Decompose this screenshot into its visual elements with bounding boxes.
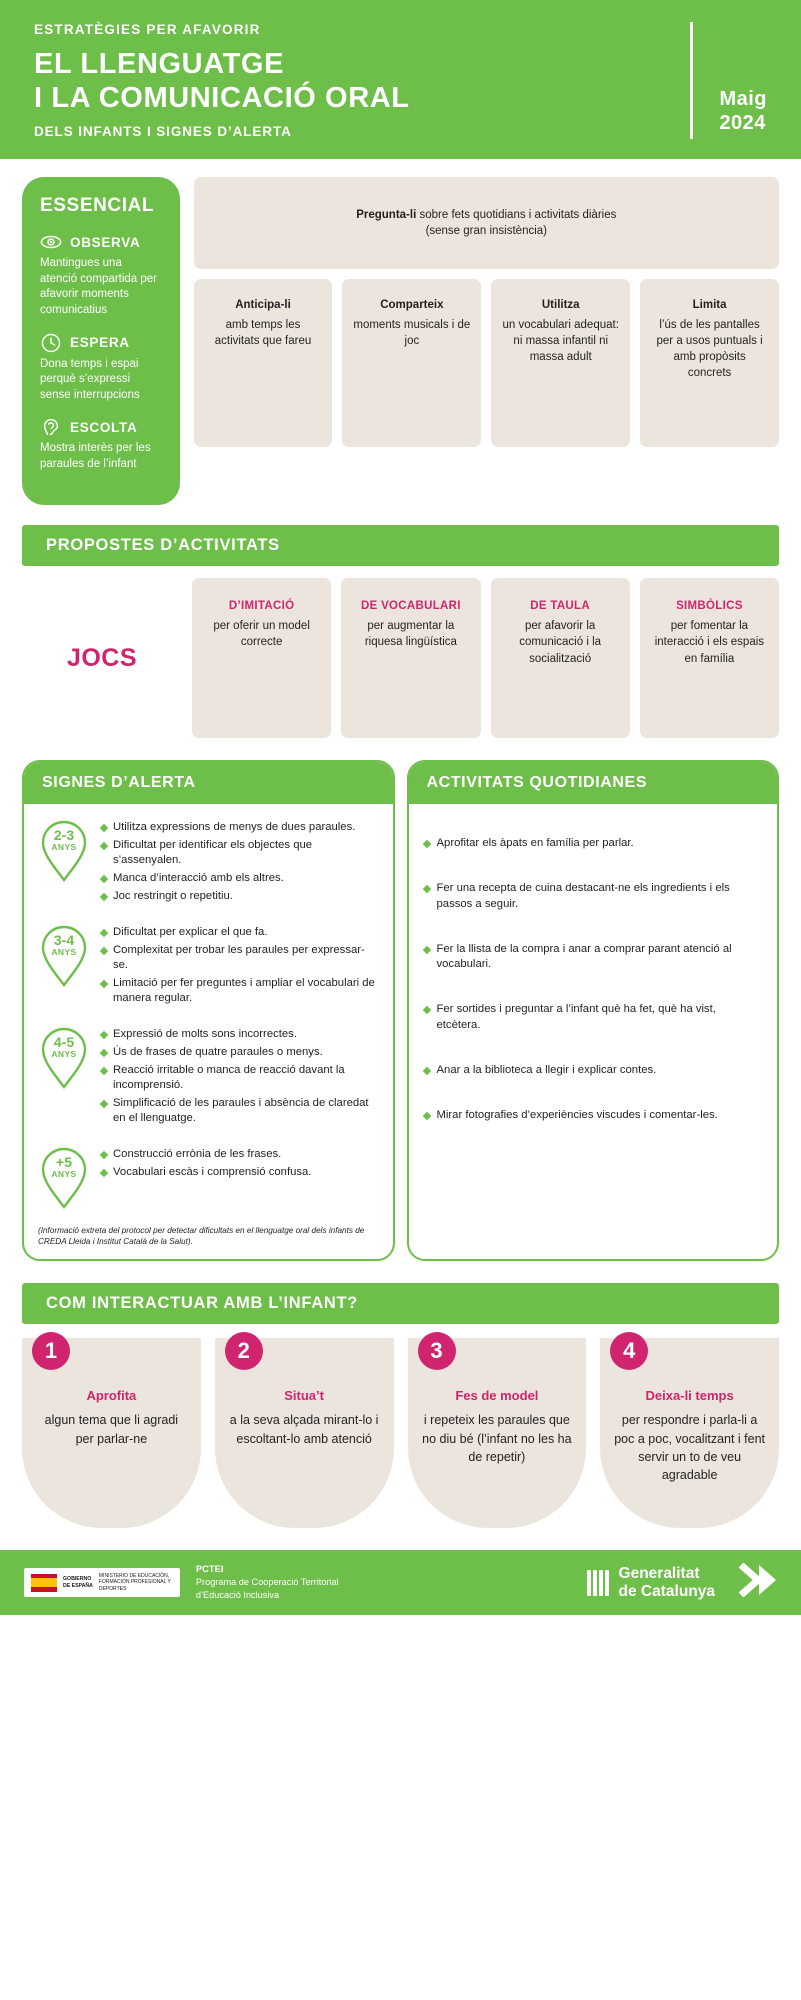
gobierno-logo [24,1568,180,1597]
ear-icon [40,416,62,438]
step-text: algun tema que li agradi per parlar-ne [44,1413,179,1446]
strategy-card-title: Anticipa-li [235,299,291,312]
list-item: Expressió de molts sons incorrectes. [100,1027,379,1042]
step-title: Aprofita [86,1388,137,1404]
gobierno-line1: GOBIERNO [63,1576,92,1583]
age-pin-icon [38,1025,90,1129]
joc-card [491,578,630,738]
signes-bullet-list [100,923,379,1009]
band-com-interactuar: COM INTERACTUAR AMB L’INFANT? [22,1283,779,1324]
list-item: Joc restringit o repetitiu. [100,889,379,904]
header-eyebrow: ESTRATÈGIES PER AFAVORIR [34,22,261,37]
header-date-month: Maig [719,87,767,110]
list-item: Fer la llista de la compra i anar a comprar parant atenció al vocabulari. [423,942,764,973]
step-number: 4 [610,1332,648,1370]
header-title-line2: I LA COMUNICACIÓ ORAL [34,82,410,115]
signes-body [24,804,393,1259]
step-card [408,1338,587,1528]
strategy-card-title: Limita [692,299,727,312]
list-item: Mirar fotografies d’experiències viscudes i comentar-les. [423,1108,764,1123]
signes-bullet-list [100,1025,379,1129]
header-title-line1: EL LLENGUATGE [34,48,285,80]
age-unit: ANYS [51,841,77,852]
strategy-card-text: amb temps les activitats que fareu [214,318,312,347]
age-pin-icon [38,1145,90,1209]
essencial-item-label: ESCOLTA [70,419,138,435]
panels-row [0,738,801,1261]
quotidianes-body [409,804,778,1165]
step-title: Fes de model [455,1388,539,1404]
list-item: Fer una recepta de cuina destacant-ne els ingredients i els passos a seguir. [423,881,764,912]
essencial-item-espera [40,332,162,404]
joc-card-title: D’IMITACIÓ [228,600,295,613]
list-item: Construcció errònia de les frases. [100,1147,379,1162]
essencial-row [0,159,801,505]
essencial-item-escolta [40,416,162,472]
step-text: i repeteix les paraules que no diu bé (l’infant no les ha de repetir) [422,1413,572,1464]
age-unit: ANYS [51,1048,77,1059]
signes-bullet-list [100,1145,379,1209]
list-item: Dificultat per explicar el que fa. [100,925,379,940]
age-label: 3-4 [53,932,75,949]
step-number: 3 [418,1332,456,1370]
age-group [38,818,379,907]
eye-icon [40,231,62,253]
jocs-row [0,566,801,738]
age-unit: ANYS [51,1169,77,1180]
strategy-card-text: l’ús de les pantalles per a usos puntuals i amb propòsits concrets [656,318,763,379]
quotidianes-list [423,818,764,1123]
age-group [38,1025,379,1129]
joc-card-title: DE TAULA [530,600,590,613]
pctei-line1: Programa de Cooperació Territorial [195,1577,339,1588]
list-item: Utilitza expressions de menys de dues paraules. [100,820,379,835]
joc-card [640,578,779,738]
signes-bullet-list [100,818,379,907]
age-label: +5 [56,1154,72,1171]
list-item: Anar a la biblioteca a llegir i explicar contes. [423,1063,764,1078]
header-text-block [34,22,676,139]
step-card [22,1338,201,1528]
age-pin-icon [38,818,90,907]
strategy-card [194,279,333,447]
generalitat-line1: Generalitat [618,1565,700,1583]
list-item: Dificultat per identificar els objectes que s’assenyalen. [100,838,379,868]
jocs-label: JOCS [66,643,138,672]
strategy-card-text: moments musicals i de joc [353,318,471,347]
quotidianes-heading: ACTIVITATS QUOTIDIANES [409,762,778,804]
step-number: 2 [225,1332,263,1370]
list-item: Fer sortides i preguntar a l’infant què ha fet, què ha vist, etcètera. [423,1002,764,1033]
essencial-panel [22,177,180,505]
joc-card [341,578,480,738]
pctei-block [196,1562,339,1602]
essencial-item-text: Mostra interès per les paraules de l’infant [40,442,151,470]
essencial-item-text: Dona temps i espai perquè s’expressi sense interrupcions [40,357,140,401]
strategy-card-title: Utilitza [541,299,580,312]
page-header [0,0,801,159]
joc-card-text: per oferir un model correcte [213,619,310,649]
header-date-year: 2024 [719,112,766,135]
joc-card-text: per augmentar la riquesa lingüística [364,619,457,649]
list-item: Ús de frases de quatre paraules o menys. [100,1045,379,1060]
list-item: Vocabulari escàs i comprensió confusa. [100,1165,379,1180]
essencial-item-label: ESPERA [70,335,130,350]
list-item: Limitació per fer preguntes i ampliar el vocabulari de manera regular. [100,976,379,1006]
step-card [215,1338,394,1528]
generalitat-mark-icon [587,1570,609,1596]
generalitat-logo-text [619,1565,715,1600]
pregunta-note: (sense gran insistència) [425,225,548,238]
chevron-right-icon [737,1563,777,1602]
pctei-title: PCTEI [195,1563,224,1575]
joc-card-title: SIMBÒLICS [676,600,743,613]
steps-row [0,1324,801,1528]
clock-icon [40,332,62,354]
step-title: Deixa-li temps [645,1388,734,1404]
age-unit: ANYS [51,946,77,957]
band-propostes: PROPOSTES D’ACTIVITATS [22,525,779,566]
age-group [38,923,379,1009]
ministry-text: MINISTERIO DE EDUCACIÓN, FORMACIÓN PROFESIONAL Y DEPORTES [98,1573,171,1592]
step-number: 1 [32,1332,70,1370]
list-item: Reacció irritable o manca de reacció davant la incomprensió. [100,1063,379,1093]
gobierno-line2: DE ESPAÑA [63,1582,93,1589]
header-date-block [690,22,767,139]
generalitat-logo [587,1563,777,1602]
pregunta-rest: sobre fets quotidians i activitats diàries [416,209,617,222]
joc-card-text: per afavorir la comunicació i la socialització [519,619,602,666]
strategy-card-text: un vocabulari adequat: ni massa infantil ni massa adult [502,318,619,363]
step-card [600,1338,779,1528]
pregunta-card [194,177,779,269]
gobierno-logo-text [63,1576,93,1589]
age-group [38,1145,379,1209]
list-item: Aprofitar els àpats en família per parlar. [423,836,764,851]
strategy-cards [194,279,779,447]
joc-card [192,578,331,738]
step-text: per respondre i parla-li a poc a poc, vocalitzant i fent servir un to de veu agradable [614,1413,766,1482]
header-date [719,87,767,136]
strategy-card [491,279,630,447]
pregunta-text [210,207,763,223]
essencial-item-text: Mantingues una atenció compartida per afavorir moments comunicatius [40,257,157,316]
signes-footnote: (Informació extreta del protocol per detectar dificultats en el llenguatge oral dels infants de CREDA Lleida i Institut Català de la Salut). [38,1226,365,1247]
page-footer [0,1550,801,1614]
age-label: 2-3 [53,827,75,844]
step-title: Situa’t [284,1388,324,1404]
essencial-item-label: OBSERVA [70,234,141,250]
pctei-line2: d’Educació Inclusiva [195,1590,280,1601]
joc-card-title: DE VOCABULARI [361,600,461,613]
pregunta-lead: Pregunta-li [356,209,417,222]
strategy-card [640,279,779,447]
quotidianes-panel [407,760,780,1261]
essencial-item-observa [40,231,162,318]
age-pin-icon [38,923,90,1009]
joc-card-text: per fomentar la interacció i els espais en família [654,619,765,666]
generalitat-line2: de Catalunya [618,1582,715,1600]
spain-flag-icon [31,1574,57,1592]
strategy-card-title: Comparteix [380,299,444,312]
list-item: Simplificació de les paraules i absència de claredat en el llenguatge. [100,1096,379,1126]
age-label: 4-5 [53,1034,75,1051]
essencial-heading: ESSENCIAL [40,195,155,217]
strategy-card [342,279,481,447]
list-item: Complexitat per trobar les paraules per expressar-se. [100,943,379,973]
step-text: a la seva alçada mirant-lo i escoltant-lo amb atenció [229,1413,379,1446]
strategy-cluster [194,177,779,447]
signes-heading: SIGNES D’ALERTA [24,762,393,804]
header-subtitle: DELS INFANTS I SIGNES D’ALERTA [34,124,292,140]
list-item: Manca d’interacció amb els altres. [100,871,379,886]
signes-panel [22,760,395,1261]
